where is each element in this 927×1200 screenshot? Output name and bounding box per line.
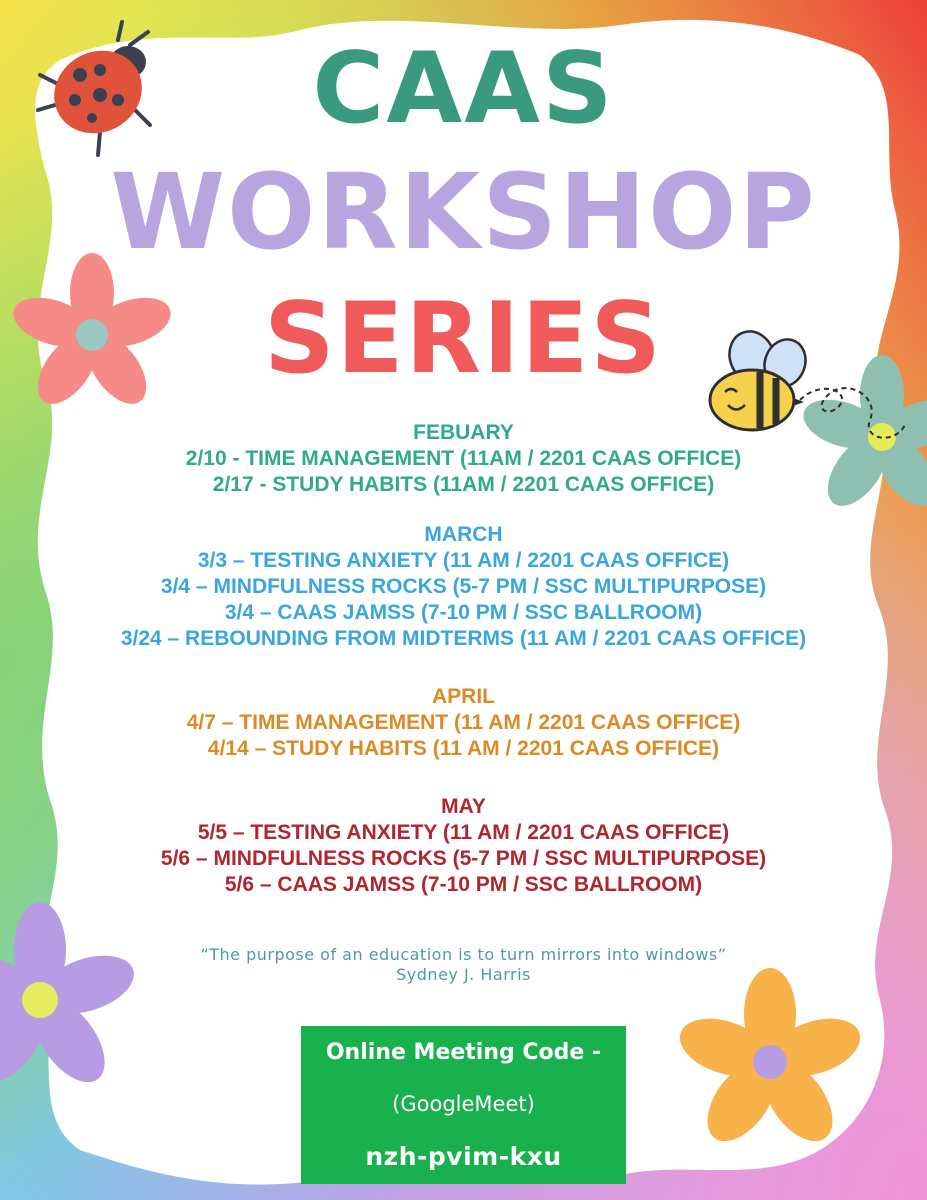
month-heading: APRIL [432,685,495,708]
meeting-code[interactable]: nzh-pvim-kxu [365,1142,562,1171]
schedule-may [0,794,927,898]
event-item: 5/6 – MINDFULNESS ROCKS (5-7 PM / SSC MULTIPURPOSE) [160,847,767,870]
schedule-february [0,420,927,498]
title-caas: CAAS [312,32,615,146]
schedule-march [0,522,927,652]
meeting-platform: (GoogleMeet) [392,1092,535,1116]
event-item: 3/4 – MINDFULNESS ROCKS (5-7 PM / SSC MULTIPURPOSE) [160,575,767,598]
meeting-label: Online Meeting Code - [325,1040,602,1065]
title-series: SERIES [264,282,663,396]
month-heading: FEBUARY [413,421,514,444]
quote-text: “The purpose of an education is to turn mirrors into windows” [200,945,727,964]
month-heading: MAY [441,795,486,818]
event-item: 3/24 – REBOUNDING FROM MIDTERMS (11 AM / 2201 CAAS OFFICE) [120,627,807,650]
event-item: 4/7 – TIME MANAGEMENT (11 AM / 2201 CAAS OFFICE) [186,711,741,734]
event-item: 3/4 – CAAS JAMSS (7-10 PM / SSC BALLROOM) [224,601,703,624]
event-item: 2/10 - TIME MANAGEMENT (11AM / 2201 CAAS OFFICE) [185,447,742,470]
schedule-april [0,684,927,762]
event-item: 5/5 – TESTING ANXIETY (11 AM / 2201 CAAS OFFICE) [197,821,730,844]
event-item: 2/17 - STUDY HABITS (11AM / 2201 CAAS OFFICE) [212,473,715,496]
event-item: 3/3 – TESTING ANXIETY (11 AM / 2201 CAAS OFFICE) [197,549,730,572]
month-heading: MARCH [424,523,503,546]
quote-author: Sydney J. Harris [396,965,531,984]
meeting-code-box [301,1026,626,1184]
event-item: 5/6 – CAAS JAMSS (7-10 PM / SSC BALLROOM) [224,873,703,896]
event-item: 4/14 – STUDY HABITS (11 AM / 2201 CAAS OFFICE) [207,737,720,760]
title-workshop: WORKSHOP [110,151,817,273]
